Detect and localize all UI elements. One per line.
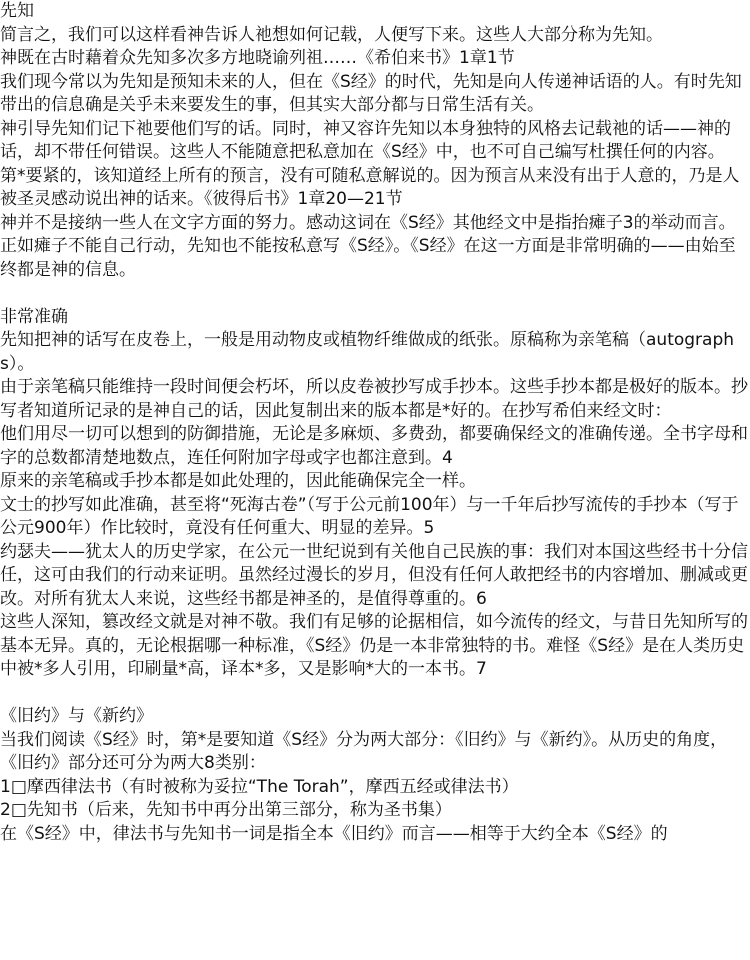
paragraph: 当我们阅读《S经》时，第*是要知道《S经》分为两大部分：《旧约》与《新约》。从历史的角度，《旧约》部分还可分为两大8类别： <box>0 729 728 773</box>
paragraph: 简言之，我们可以这样看神告诉人祂想如何记载，人便写下来。这些人大部分称为先知。 <box>0 24 663 45</box>
scripture-quote: 神既在古时藉着众先知多次多方地晓谕列祖……《希伯来书》1章1节 <box>0 48 515 68</box>
blank-line <box>0 682 750 706</box>
quote-paragraph: 约瑟夫——犹太人的历史学家，在公元一世纪说到有关他自己民族的事：我们对本国这些经书十分信任，这可由我们的行动来证明。虽然经过漫长的岁月，但没有任何人敢把经书的内容增加、删减或更改。对所有犹太人来说，这些经书都是神圣的，是值得尊重的。6 <box>0 541 748 609</box>
section-heading-accuracy: 非常准确 <box>0 306 68 327</box>
paragraph: 这些人深知，篡改经文就是对神不敬。我们有足够的论据相信，如今流传的经文，与昔日先知所写的基本无异。真的，无论根据哪一种标准，《S经》仍是一本非常独特的书。难怪《S经》是在人类历史中被*多人引用，印刷量*高，译本*多，又是影响*大的一本书。7 <box>0 612 748 679</box>
list-item: 1□摩西律法书（有时被称为妥拉“The Torah”，摩西五经或律法书） <box>0 776 519 797</box>
paragraph: 先知把神的话写在皮卷上，一般是用动物皮或植物纤维做成的纸张。原稿称为亲笔稿（autographs）。 <box>0 330 735 374</box>
paragraph: 我们现今常以为先知是预知未来的人，但在《S经》的时代，先知是向人传递神话语的人。有时先知带出的信息确是关乎未来要发生的事，但其实大部分都与日常生活有关。 <box>0 71 742 115</box>
paragraph: 由于亲笔稿只能维持一段时间便会朽坏，所以皮卷被抄写成手抄本。这些手抄本都是极好的版本。抄写者知道所记录的是神自己的话，因此复制出来的版本都是*好的。在抄写希伯来经文时： <box>0 377 748 421</box>
quote-paragraph: 他们用尽一切可以想到的防御措施，无论是多麻烦、多费劲，都要确保经文的准确传递。全书字母和字的总数都清楚地数点，连任何附加字母或字也都注意到。4 <box>0 424 748 468</box>
paragraph: 在《S经》中，律法书与先知书一词是指全本《旧约》而言——相等于大约全本《S经》的 <box>0 823 668 844</box>
section-heading-prophets: 先知 <box>0 1 34 21</box>
paragraph: 原来的亲笔稿或手抄本都是如此处理的，因此能确保完全一样。 <box>0 471 476 491</box>
section-heading-testaments: 《旧约》与《新约》 <box>0 706 153 726</box>
paragraph: 神引导先知们记下祂要他们写的话。同时，神又容许先知以本身独特的风格去记载祂的话——神的话，却不带任何错误。这些人不能随意把私意加在《S经》中，也不可自己编写杜撰任何的内容。 <box>0 118 731 162</box>
scripture-quote: 第*要紧的，该知道经上所有的预言，没有可随私意解说的。因为预言从来没有出于人意的，乃是人被圣灵感动说出神的话来。《彼得后书》1章20—21节 <box>0 165 740 209</box>
paragraph: 神并不是接纳一些人在文字方面的努力。感动这词在《S经》其他经文中是指抬瘫子3的举动而言。正如瘫子不能自己行动，先知也不能按私意写《S经》。《S经》在这一方面是非常明确的——由始至终都是神的信息。 <box>0 212 736 280</box>
blank-line <box>0 282 750 306</box>
paragraph: 文士的抄写如此准确，甚至将“死海古卷”（写于公元前100年）与一千年后抄写流传的手抄本（写于公元900年）作比较时，竟没有任何重大、明显的差异。5 <box>0 494 739 538</box>
list-item: 2□先知书（后来，先知书中再分出第三部分，称为圣书集） <box>0 800 452 820</box>
